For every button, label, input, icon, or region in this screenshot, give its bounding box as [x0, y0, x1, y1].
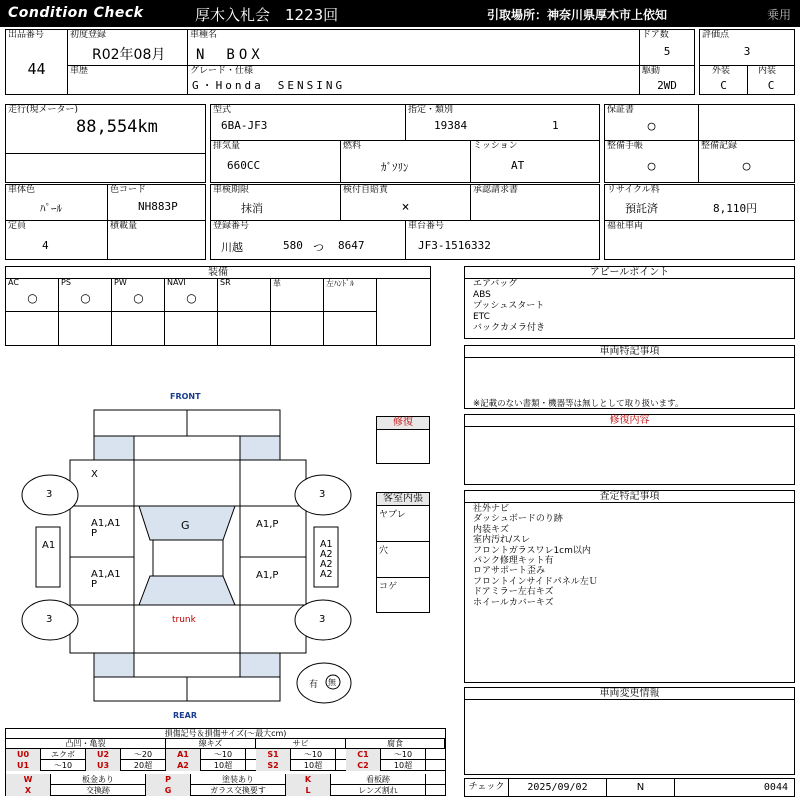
repair-panel-title: 修復 — [377, 417, 429, 430]
appeal-item: ETC — [473, 312, 490, 322]
legend-desc: 〜20 — [121, 749, 166, 760]
interior-cell — [747, 65, 795, 95]
equipment-item-value: ○ — [27, 291, 38, 305]
exterior-cell — [699, 65, 748, 95]
grade-score-label: 評価点 — [702, 30, 730, 40]
mileage-value: 88,554km — [76, 117, 158, 137]
equipment-item-value: ○ — [80, 291, 91, 305]
record-label: 整備記録 — [701, 141, 738, 151]
equipment-item-label: 革 — [273, 279, 281, 288]
drive-label: 駆動 — [642, 66, 661, 76]
drive-cell — [639, 65, 695, 95]
assessment-item: ドアミラー左右キズ — [473, 587, 554, 598]
rear-right-corner — [240, 653, 280, 677]
record-cell — [698, 140, 795, 183]
repair-content-panel — [464, 414, 795, 485]
changes-title: 車両変更情報 — [465, 688, 794, 700]
legend-row-1 — [6, 749, 445, 760]
grade-score-cell — [699, 29, 795, 66]
lot-number: 44 — [27, 60, 46, 78]
legend-desc: 〜10 — [291, 749, 336, 760]
check-flag: N — [607, 779, 675, 796]
displacement-value: 660CC — [227, 159, 261, 172]
legend-desc: 〜10 — [201, 749, 246, 760]
assessment-panel — [464, 490, 795, 683]
category-value: 1 — [552, 119, 559, 132]
rear-glass — [139, 576, 235, 605]
appeal-list — [473, 279, 545, 334]
equipment-item-value: ○ — [186, 291, 197, 305]
legend-desc: ガラス交換要す — [191, 785, 286, 796]
cabin-title: 客室内張 — [377, 493, 429, 506]
recycle-cell — [604, 184, 795, 221]
appeal-item: エアバッグ — [473, 279, 518, 289]
interior-value: C — [767, 79, 775, 92]
assessment-item: パンク修理キット有 — [473, 556, 554, 567]
legend-desc: 20超 — [121, 760, 166, 771]
legend-desc: 10超 — [291, 760, 336, 771]
designation-label: 指定・類別 — [408, 105, 454, 115]
equipment-item-label: PS — [61, 278, 71, 287]
appeal-item: プッシュスタート — [473, 301, 545, 311]
front-right-door-value: A1,P — [256, 519, 279, 530]
rear-right-door — [240, 557, 306, 605]
plate-class: 580 — [283, 239, 303, 252]
rear-left-corner — [94, 653, 134, 677]
mission-value: AT — [511, 159, 525, 172]
assessment-title: 査定特記事項 — [465, 491, 794, 503]
equipment-item-label: NAVI — [167, 278, 186, 287]
assessment-item: フロントガラスワレ1cm以内 — [473, 545, 591, 556]
grade-value: G・Honda SENSING — [192, 79, 346, 92]
cabin-row-hole — [377, 542, 429, 578]
color-code-label: 色コード — [110, 185, 147, 195]
left-mirror — [36, 527, 60, 587]
model-code-value: 6BA-JF3 — [221, 119, 268, 132]
check-date: 2025/09/02 — [509, 779, 607, 796]
trunk — [134, 605, 240, 653]
exterior-label: 外装 — [712, 66, 731, 76]
plate-label: 登録番号 — [213, 221, 250, 231]
legend-row-4 — [6, 785, 445, 796]
approval-label: 承認請求書 — [473, 185, 519, 195]
recycle-label: リサイクル料 — [607, 185, 660, 195]
legend-code: W — [6, 774, 51, 785]
roof-value: G — [181, 519, 190, 532]
assessment-list — [473, 504, 598, 608]
chassis-label: 車台番号 — [408, 221, 445, 231]
mission-label: ミッション — [473, 141, 518, 151]
first-reg-value: R02年08月 — [92, 47, 166, 63]
fuel-value: ｶﾞｿﾘﾝ — [381, 161, 409, 174]
warranty-value: ○ — [647, 119, 656, 134]
legend-code: U1 — [6, 760, 41, 771]
legend-desc: 〜10 — [381, 749, 426, 760]
appeal-panel — [464, 266, 795, 339]
front-left-door-value: A1,A1 P — [91, 518, 121, 539]
rear-left-door-value: A1,A1 P — [91, 569, 121, 590]
legend-group: 凸凹・亀裂 — [6, 739, 166, 749]
legend-code: K — [286, 774, 331, 785]
special-panel — [464, 345, 795, 409]
legend-row-2 — [6, 760, 445, 771]
front-left-corner — [94, 436, 134, 460]
front-left-panel-value: X — [91, 469, 98, 480]
assessment-item: ダッシュボードのり跡 — [473, 514, 563, 525]
equipment-item-label: PW — [114, 278, 127, 287]
spare-label: 有 — [309, 680, 319, 690]
interior-label: 内装 — [758, 66, 777, 76]
assessment-item: フロントインサイドパネル左Ｕ — [473, 576, 598, 587]
legend-desc: 〜10 — [41, 760, 86, 771]
cabin-row-burn — [377, 578, 429, 612]
manual-label: 整備手帳 — [607, 141, 644, 151]
legend-desc: 看板跡 — [331, 774, 426, 785]
appeal-item: ABS — [473, 290, 491, 300]
legend-title: 損傷記号＆損傷サイズ(〜最大cm) — [6, 729, 445, 739]
recycle-status: 預託済 — [625, 202, 658, 215]
color-code-value: NH883P — [138, 200, 178, 213]
front-bumper — [134, 436, 240, 460]
designation-value: 19384 — [434, 119, 468, 132]
cabin-row-tear-label: ヤブレ — [379, 510, 406, 520]
legend-group: サビ — [256, 739, 346, 749]
trunk-label: trunk — [172, 615, 196, 625]
equipment-item-label: SR — [220, 278, 231, 287]
legend-code: X — [6, 785, 51, 796]
legend-desc: 交換跡 — [51, 785, 146, 796]
legend-code: P — [146, 774, 191, 785]
assessment-item: 内装キズ — [473, 524, 509, 535]
color-value: ﾊﾟｰﾙ — [40, 202, 62, 215]
assessment-item: ホイールカバーキズ — [473, 597, 554, 608]
capacity-value: 4 — [42, 239, 49, 252]
legend-code: S2 — [256, 760, 291, 771]
plate-number: 8647 — [338, 239, 365, 252]
legend-code: U2 — [86, 749, 121, 760]
legend-desc: レンズ割れ — [331, 785, 426, 796]
inspection-value: 抹消 — [241, 202, 263, 215]
special-title: 車両特記事項 — [465, 346, 794, 358]
load-label: 積載量 — [110, 221, 138, 231]
color-label: 車体色 — [8, 185, 36, 195]
front-right-corner — [240, 436, 280, 460]
warranty-cell — [604, 104, 699, 141]
legend-code: U0 — [6, 749, 41, 760]
tire-fl-value: 3 — [46, 489, 53, 500]
doors-label: ドア数 — [642, 30, 669, 40]
repair-panel — [376, 416, 430, 464]
mission-cell — [470, 140, 600, 183]
legend-code: C2 — [346, 760, 381, 771]
rear-left-quarter — [70, 605, 134, 653]
doors-cell — [639, 29, 695, 66]
spare-tire — [297, 663, 351, 703]
legend-desc: 10超 — [381, 760, 426, 771]
drive-value: 2WD — [657, 79, 677, 92]
model-name-label: 車種名 — [190, 30, 218, 40]
rear-right-quarter — [240, 605, 306, 653]
insurance-label: 検付自賠責 — [343, 185, 389, 195]
pickup-location: 引取場所：神奈川県厚木市上依知 — [487, 8, 668, 22]
model-name-value: N BOX — [196, 47, 264, 63]
recycle-fee: 8,110円 — [713, 202, 758, 215]
legend-group: 線キズ — [166, 739, 256, 749]
check-label: チェック — [465, 779, 509, 796]
equipment-item-label: AC — [8, 278, 19, 287]
fuel-label: 燃料 — [343, 141, 362, 151]
front-left-fender — [70, 460, 134, 506]
approval-cell — [470, 184, 600, 221]
plate-kana: つ — [313, 241, 324, 254]
equipment-title: 装備 — [6, 267, 430, 279]
rear-right-door-value: A1,P — [256, 570, 279, 581]
repair-content-title: 修復内容 — [465, 415, 794, 427]
legend-desc: 10超 — [201, 760, 246, 771]
legend-desc: エクボ — [41, 749, 86, 760]
inspection-label: 車検期限 — [213, 185, 250, 195]
auction-title: 厚木入札会 1223回 — [195, 6, 339, 24]
tire-rr-value: 3 — [319, 614, 326, 625]
model-code-label: 型式 — [213, 105, 232, 115]
check-number: 0044 — [763, 782, 788, 793]
hood — [134, 460, 240, 506]
spare-mark: 無 — [328, 678, 336, 687]
manual-value: ○ — [647, 159, 656, 174]
equipment-item-label: 左ﾊﾝﾄﾞﾙ — [326, 279, 354, 288]
legend-code: C1 — [346, 749, 381, 760]
cabin-panel — [376, 492, 430, 613]
legend-code: G — [146, 785, 191, 796]
vehicle-type: 乗用 — [767, 8, 792, 22]
legend-group: 腐食 — [346, 739, 445, 749]
legend-code: A1 — [166, 749, 201, 760]
welfare-label: 福祉車両 — [607, 221, 644, 231]
displacement-label: 排気量 — [213, 141, 241, 151]
tire-rl-value: 3 — [46, 614, 53, 625]
legend-code: A2 — [166, 760, 201, 771]
front-label: FRONT — [170, 392, 201, 401]
doors-value: 5 — [663, 45, 671, 58]
special-note: ※記載のない書類・機器等は無しとして取り扱います。 — [473, 399, 684, 409]
manual-cell — [604, 140, 699, 183]
brand-title: Condition Check — [8, 5, 144, 21]
sunroof-panel — [153, 540, 223, 576]
lot-label: 出品番号 — [8, 30, 45, 40]
equipment-item-value: ○ — [133, 291, 144, 305]
appeal-item: バックカメラ付き — [473, 323, 546, 333]
right-mirror-value: A1 A2 A2 A2 — [320, 539, 333, 580]
first-reg-label: 初度登録 — [70, 30, 107, 40]
assessment-item: 室内汚れ/スレ — [473, 535, 531, 546]
legend-code: S1 — [256, 749, 291, 760]
check-footer — [464, 778, 795, 797]
record-value: ○ — [742, 159, 751, 174]
tire-fr-value: 3 — [319, 489, 326, 500]
legend-desc: 板金あり — [51, 774, 146, 785]
history-label: 車歴 — [70, 66, 89, 76]
cabin-row-tear — [377, 506, 429, 542]
left-mirror-value: A1 — [42, 540, 56, 551]
appeal-title: アピールポイント — [465, 267, 794, 279]
assessment-item: ロアサポート歪み — [473, 566, 546, 577]
legend-desc: 塗装あり — [191, 774, 286, 785]
rear-bumper — [134, 653, 240, 677]
legend-code: L — [286, 785, 331, 796]
legend-panel — [5, 728, 446, 796]
assessment-item: 社外ナビ — [473, 504, 510, 514]
mileage-label: 走行(現メーター) — [8, 105, 79, 115]
plate-area: 川越 — [221, 241, 243, 254]
insurance-value: × — [401, 200, 410, 215]
front-right-door — [240, 506, 306, 557]
grade-label: グレード・仕様 — [190, 66, 254, 76]
cabin-row-burn-label: コゲ — [379, 582, 398, 592]
exterior-value: C — [720, 79, 727, 92]
legend-code: U3 — [86, 760, 121, 771]
warranty-label: 保証書 — [607, 105, 635, 115]
cabin-row-hole-label: 穴 — [379, 546, 389, 556]
rear-label: REAR — [173, 711, 197, 720]
legend-row-3 — [6, 774, 445, 785]
changes-panel — [464, 687, 795, 775]
capacity-label: 定員 — [8, 221, 27, 231]
welfare-cell — [604, 220, 795, 260]
warranty-extra-cell — [698, 104, 795, 141]
legend-groups — [6, 739, 445, 749]
grade-score-value: 3 — [743, 45, 751, 58]
chassis-value: JF3-1516332 — [418, 239, 491, 252]
